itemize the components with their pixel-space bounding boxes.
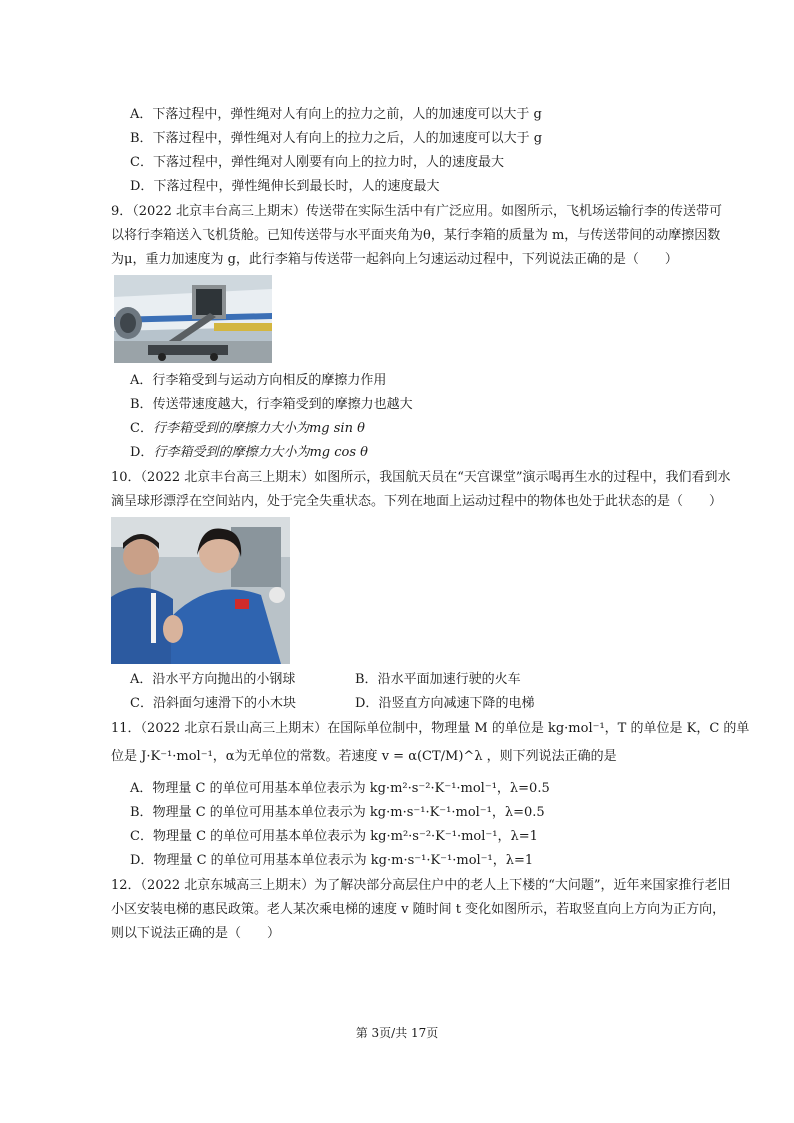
astronauts-illustration bbox=[111, 517, 290, 664]
q9-option-c: C．行李箱受到的摩擦力大小为mg sin θ bbox=[130, 421, 365, 436]
q9-option-a: A．行李箱受到与运动方向相反的摩擦力作用 bbox=[130, 373, 387, 388]
q8-option-d: D．下落过程中，弹性绳伸长到最长时，人的速度最大 bbox=[130, 179, 440, 194]
airport-conveyor-photo bbox=[114, 275, 272, 363]
q10-option-a: A．沿水平方向抛出的小钢球 bbox=[130, 672, 296, 687]
q11-stem-line-2: 位是 J·K⁻¹·mol⁻¹，α为无单位的常数。若速度 v = α(CT/M)^λ ，则下列说法正确的是 bbox=[111, 749, 617, 764]
q11-option-d: D．物理量 C 的单位可用基本单位表示为 kg·m·s⁻¹·K⁻¹·mol⁻¹，λ=1 bbox=[130, 853, 534, 868]
q11-option-c: C．物理量 C 的单位可用基本单位表示为 kg·m²·s⁻²·K⁻¹·mol⁻¹，λ=1 bbox=[130, 829, 538, 844]
q9-option-d: D．行李箱受到的摩擦力大小为mg cos θ bbox=[130, 445, 368, 460]
q9-stem-line-2: 以将行李箱送入飞机货舱。已知传送带与水平面夹角为θ，某行李箱的质量为 m，与传送带间的动摩擦因数 bbox=[111, 228, 721, 243]
q12-stem-line-3: 则以下说法正确的是（ ） bbox=[111, 926, 281, 941]
airplane-conveyor-illustration bbox=[114, 275, 272, 363]
q9-option-b: B．传送带速度越大，行李箱受到的摩擦力也越大 bbox=[130, 397, 413, 412]
q10-option-b: B．沿水平面加速行驶的火车 bbox=[355, 672, 521, 687]
astronauts-photo bbox=[111, 517, 290, 664]
page-number: 第 3页/共 17页 bbox=[355, 1026, 439, 1040]
q9-stem-line-3: 为μ，重力加速度为 g，此行李箱与传送带一起斜向上匀速运动过程中，下列说法正确的是（ ） bbox=[111, 252, 678, 267]
q8-option-a: A．下落过程中，弹性绳对人有向上的拉力之前，人的加速度可以大于 g bbox=[130, 107, 542, 122]
q11-option-b: B．物理量 C 的单位可用基本单位表示为 kg·m·s⁻¹·K⁻¹·mol⁻¹，λ=0.5 bbox=[130, 805, 545, 820]
q9-stem-line-1: 9．（2022 北京丰台高三上期末）传送带在实际生活中有广泛应用。如图所示，飞机场运输行李的传送带可 bbox=[111, 204, 722, 219]
q8-option-c: C．下落过程中，弹性绳对人刚要有向上的拉力时，人的速度最大 bbox=[130, 155, 504, 170]
q11-option-a: A．物理量 C 的单位可用基本单位表示为 kg·m²·s⁻²·K⁻¹·mol⁻¹，λ=0.5 bbox=[130, 781, 550, 796]
q12-stem-line-2: 小区安装电梯的惠民政策。老人某次乘电梯的速度 v 随时间 t 变化如图所示，若取竖直向上方向为正方向， bbox=[111, 902, 726, 917]
q10-option-c: C．沿斜面匀速滑下的小木块 bbox=[130, 696, 296, 711]
q12-stem-line-1: 12．（2022 北京东城高三上期末）为了解决部分高层住户中的老人上下楼的“大问题”，近年来国家推行老旧 bbox=[111, 878, 731, 893]
q11-stem-line-1: 11．（2022 北京石景山高三上期末）在国际单位制中，物理量 M 的单位是 kg·mol⁻¹，T 的单位是 K，C 的单 bbox=[111, 721, 750, 736]
q8-option-b: B．下落过程中，弹性绳对人有向上的拉力之后，人的加速度可以大于 g bbox=[130, 131, 543, 146]
q10-stem-line-2: 滴呈球形漂浮在空间站内，处于完全失重状态。下列在地面上运动过程中的物体也处于此状态的是（ ） bbox=[111, 494, 723, 509]
q10-option-d: D．沿竖直方向减速下降的电梯 bbox=[355, 696, 535, 711]
q10-stem-line-1: 10．（2022 北京丰台高三上期末）如图所示，我国航天员在“天宫课堂”演示喝再生水的过程中，我们看到水 bbox=[111, 470, 731, 485]
